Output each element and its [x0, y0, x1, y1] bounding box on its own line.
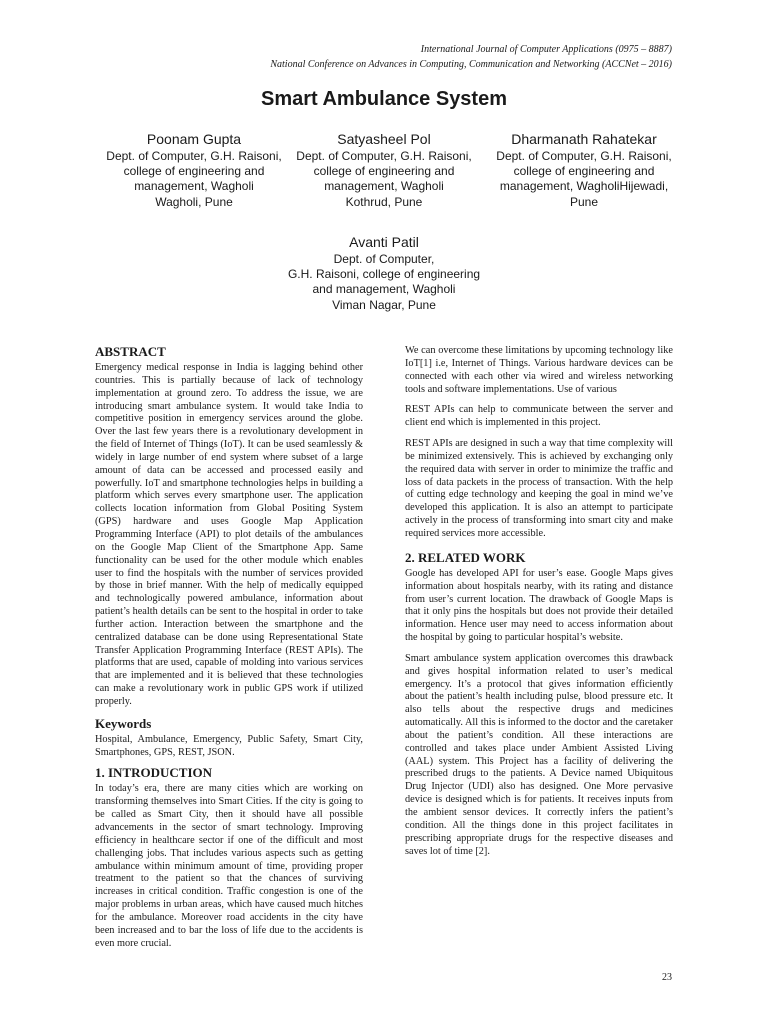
affiliation-line: management, WagholiHijewadi,: [499, 179, 669, 194]
introduction-paragraph: We can overcome these limitations by upcoming technology like IoT[1] i.e, Internet of Things. Various hardware devices can be connected with each other via wired and wireless networking tools and software implementations. Use of various: [405, 345, 673, 395]
affiliation-line: G.H. Raisoni, college of engineering: [287, 267, 481, 282]
abstract-text: Emergency medical response in India is lagging behind other countries. This is partially because of lack of technology implementation at ground zero. To address the issue, we are introducing smart ambulance system. It would take India to competitive position in emergency services around the globe. Over the last few years there is a revolutionary development in the field of Internet of Things (IoT). It can be used seamlessly & widely in large number of end system where subset of a large amount of data can be accessed and processed easily and powerfully. IoT and smartphone technologies helps in building a platform which serves every smartphone user. The application collects location information from Global Positing System (GPS) hardware and uses Google Map Application Programming Interface (API) to plot details of the ambulances on the Google Map Client of the Smartphone App. Same functionality can be used for the other module which enables user to find the hospitals with the number of services provided by those in brief manner. With the help of medically equipped and technologically powered ambulance, information about patient’s health details can be sent to the hospital in order to take further action. Interaction between the smartphone and the centralized database can be done using Representational State Transfer Application Programming Interface (REST APIs). The platforms that are used, capable of molding into various services that are implemented and it is believed that these technologies can make a revolutionary work in public GPS work if utilized properly.: [95, 362, 363, 707]
author-block: [284, 233, 484, 313]
running-header: [270, 42, 672, 72]
page-number: 23: [662, 972, 672, 983]
introduction-paragraph: REST APIs can help to communicate between the server and client end which is implemented in this project.: [405, 404, 673, 429]
author-block: [94, 130, 294, 210]
abstract-heading: ABSTRACT: [95, 344, 166, 359]
journal-line: International Journal of Computer Applications (0975 – 8887): [420, 44, 672, 55]
affiliation-line: Dept. of Computer, G.H. Raisoni,: [106, 149, 282, 163]
right-column: [405, 345, 673, 858]
keywords-text: Hospital, Ambulance, Emergency, Public Safety, Smart City, Smartphones, GPS, REST, JSON.: [95, 733, 363, 758]
related-work-paragraph: Google has developed API for user’s ease. Google Maps gives information about hospitals nearby, with its rating and distance from user’s current location. The drawback of Google Maps is that it only pins the hospitals but does not provide their detailed information. Hence user may need to access information about the hospital by going to particular hospital’s website.: [405, 567, 673, 644]
author-name: Avanti Patil: [349, 234, 419, 250]
related-work-heading: 2. RELATED WORK: [405, 549, 526, 565]
affiliation-line: and management, Wagholi: [312, 282, 456, 297]
affiliation-line: college of engineering and: [123, 164, 265, 179]
affiliation-line: Pune: [569, 194, 599, 209]
paper-title: Smart Ambulance System: [260, 88, 507, 110]
related-work-paragraph: Smart ambulance system application overcomes this drawback and gives hospital information related to user’s medical emergency. It’s a protocol that gives information efficiently about the patient’s health including pulse, blood pressure etc. It also tells about the respective drugs and medicines automatically. All this is informed to the doctor and the caretaker about the patient’s condition. All these interactions are controlled and takes place under Ambient Assisted Living (AAL) system. This Project has a facility of delivering the prescribed drugs to the patients. A Device named Ubiquitous Drug Injector (UDI) also has designed. One More pervasive device is designed which is for patients. It receives inputs from the ambient sensor devices. It correctly infers the patient’s condition. All the things done in this project facilitates in prescribing appropriate drugs for the respective diseases and saves lot of time [2].: [405, 652, 673, 857]
affiliation-line: Viman Nagar, Pune: [332, 297, 436, 312]
affiliation-line: Kothrud, Pune: [345, 194, 423, 209]
introduction-paragraph: REST APIs are designed in such a way that time complexity will be minimized extensively. This is achieved by exchanging only the required data with server in order to minimize the traffic and loss of data packets in the process of transaction. With the help of cutting edge technology and keeping the goal in mind we’ve developed this application. It is also an attempt to participate actively in the process of transforming into smart city and make required services more accessible.: [405, 438, 673, 539]
affiliation-line: Dept. of Computer,: [333, 252, 435, 266]
author-block: [478, 130, 690, 210]
affiliation-line: Dept. of Computer, G.H. Raisoni,: [296, 149, 472, 163]
introduction-heading: 1. INTRODUCTION: [95, 765, 213, 781]
author-block: [284, 130, 484, 210]
affiliation-line: management, Wagholi: [134, 179, 254, 194]
author-affiliation: [284, 252, 484, 313]
author-affiliation: [94, 149, 294, 210]
author-name: Satyasheel Pol: [337, 131, 431, 147]
author-name: Dharmanath Rahatekar: [511, 131, 657, 147]
introduction-paragraph: In today’s era, there are many cities which are working on transforming themselves into Smart Cities. If the city is going to be called as Smart City, then it should have all possible advancements in the sector of smart technology. Improving efficiency in healthcare sector if one of the difficult and most challenging jobs. That includes various aspects such as getting ambulance within minimum amount of time, providing proper treatment to the patient so that the chances of surviving increases in critical condition. Traffic congestion is one of the major problems in urban areas, which have caused much hitches for the ambulance. Moreover road accidents in the city have been increased and to bar the loss of life due to the accidents is even more crucial.: [95, 783, 363, 949]
affiliation-line: college of engineering and: [313, 164, 455, 179]
author-affiliation: [284, 149, 484, 210]
affiliation-line: Dept. of Computer, G.H. Raisoni,: [496, 149, 672, 163]
author-name: Poonam Gupta: [146, 131, 242, 147]
affiliation-line: management, Wagholi: [324, 179, 444, 194]
affiliation-line: college of engineering and: [513, 164, 655, 179]
conference-line: National Conference on Advances in Computing, Communication and Networking (ACCNet – 2016): [270, 59, 672, 70]
keywords-heading: Keywords: [95, 715, 152, 731]
left-column: [95, 344, 363, 950]
affiliation-line: Wagholi, Pune: [155, 194, 233, 209]
author-affiliation: [478, 149, 690, 210]
